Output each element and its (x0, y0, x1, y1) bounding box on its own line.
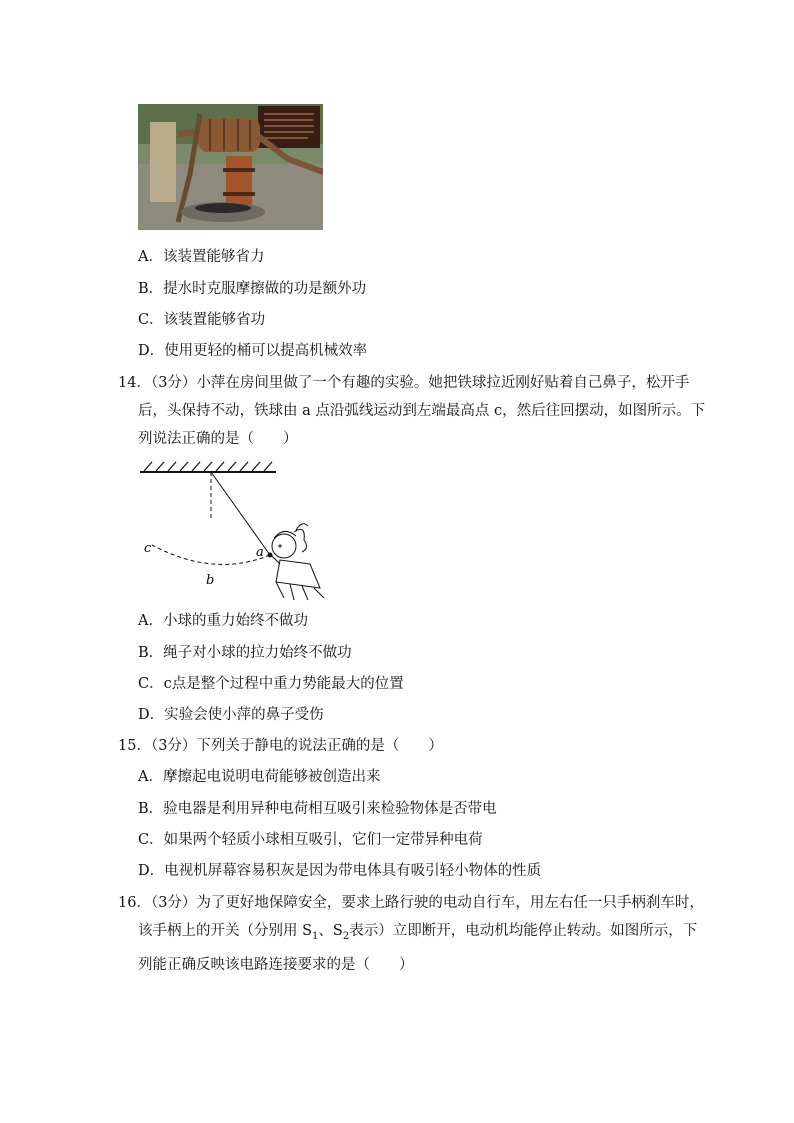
q15-option-c: C．如果两个轻质小球相互吸引，它们一定带异种电荷 (138, 832, 483, 848)
q14-option-d: D．实验会使小萍的鼻子受伤 (138, 707, 324, 723)
q13-option-a: A．该装置能够省力 (138, 249, 265, 265)
q16-line-2: 该手柄上的开关（分别用 $S_1$、$S_2$表示）立即断开，电动机均能停止转动。如图所示，下 (138, 923, 698, 942)
q15-stem (118, 732, 678, 760)
q16-line-3: 列能正确反映该电路连接要求的是（ ） (138, 956, 414, 973)
pendulum-figure (134, 460, 334, 602)
q14-line-1: 14．（3分）小萍在房间里做了一个有趣的实验。她把铁球拉近刚好贴着自己鼻子，松开手 (118, 375, 690, 391)
q13-option-d: D．使用更轻的桶可以提高机械效率 (138, 343, 368, 359)
q15-line-1: 15．（3分）下列关于静电的说法正确的是（ ） (118, 738, 443, 754)
windlass-well-photo (138, 104, 323, 230)
q15-option-b: B．验电器是利用异种电荷相互吸引来检验物体是否带电 (138, 801, 497, 817)
q14-option-a: A．小球的重力始终不做功 (138, 613, 308, 629)
q16-line-1: 16．（3分）为了更好地保障安全，要求上路行驶的电动自行车，用左右任一只手柄刹车时， (118, 895, 704, 911)
q14-line-2: 后，头保持不动，铁球由 a 点沿弧线运动到左端最高点 c，然后往回摆动，如图所示。下 (138, 403, 706, 419)
girl-sketch (272, 524, 324, 600)
q14-stem (118, 369, 706, 453)
q15-option-a: A．摩擦起电说明电荷能够被创造出来 (138, 769, 381, 785)
label-a: a (256, 545, 264, 560)
q14-line-3: 列说法正确的是（ ） (138, 431, 298, 447)
q15-option-d: D．电视机屏幕容易积灰是因为带电体具有吸引轻小物体的性质 (138, 863, 542, 879)
q13-option-b: B．提水时克服摩擦做的功是额外功 (138, 281, 367, 297)
q14-option-c: C．c点是整个过程中重力势能最大的位置 (138, 676, 404, 692)
label-b: b (206, 573, 215, 588)
q16-stem (118, 889, 704, 979)
label-c: c (144, 541, 152, 556)
q13-option-c: C．该装置能够省功 (138, 312, 266, 328)
q14-option-b: B．绳子对小球的拉力始终不做功 (138, 645, 352, 661)
